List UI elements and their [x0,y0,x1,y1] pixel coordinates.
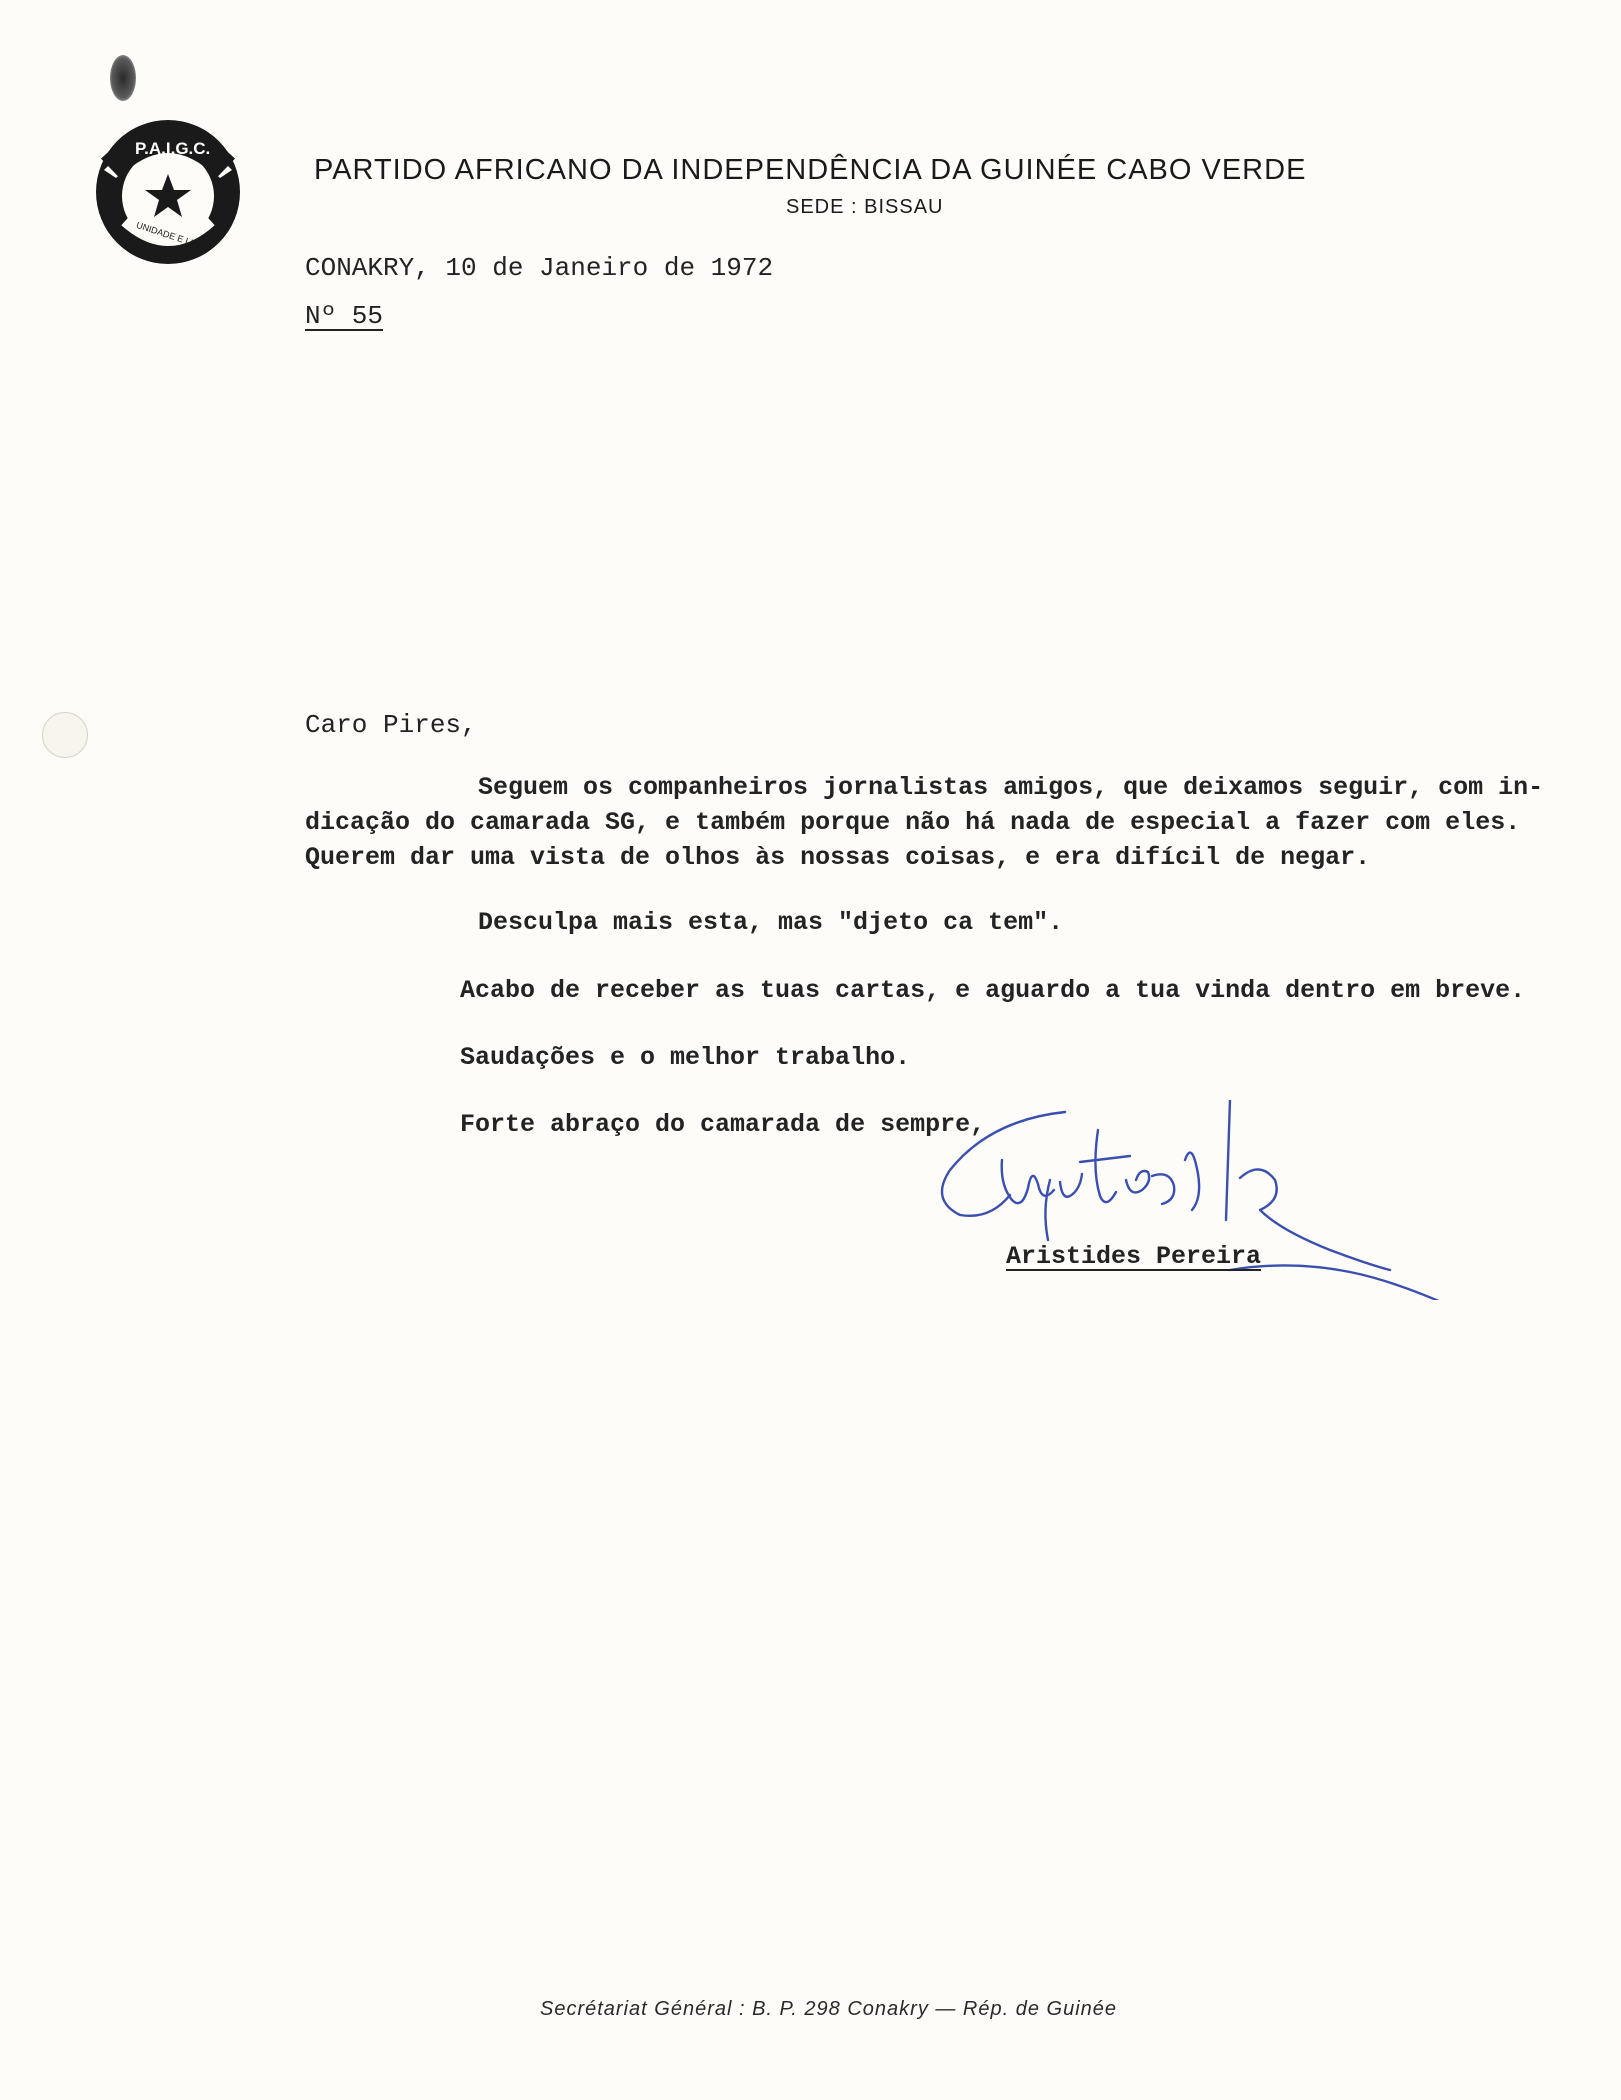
punch-hole [42,712,88,758]
signatory-name: Aristides Pereira [1006,1242,1262,1271]
body-line: Saudações e o melhor trabalho. [460,1043,911,1072]
date-line: CONAKRY, 10 de Janeiro de 1972 [305,253,774,283]
salutation: Caro Pires, [305,710,477,740]
svg-text:UNIDADE E LUTA: UNIDADE E LUTA [135,219,209,253]
body-line: Acabo de receber as tuas cartas, e aguardo a tua vinda dentro em breve. [460,976,1526,1005]
footer-address: Secrétariat Général : B. P. 298 Conakry — Rép. de Guinée [540,1998,1118,2020]
reference-number: Nº 55 [305,301,384,331]
body-line: Querem dar uma vista de olhos às nossas coisas, e era difícil de negar. [305,843,1371,872]
headquarters-line: SEDE : BISSAU [786,196,944,218]
body-line: dicação do camarada SG, e também porque não há nada de especial a fazer com eles. [305,808,1521,837]
body-line: Desculpa mais esta, mas "djeto ca tem". [478,908,1064,937]
organization-name: PARTIDO AFRICANO DA INDEPENDÊNCIA DA GUINÉE CABO VERDE [314,154,1307,186]
body-line: Seguem os companheiros jornalistas amigos, que deixamos seguir, com in- [478,773,1544,802]
paigc-logo-icon [88,108,248,268]
closing-line: Forte abraço do camarada de sempre, [460,1110,986,1139]
ink-smudge [110,55,136,101]
svg-text:P.A.I.G.C.: P.A.I.G.C. [135,139,211,158]
